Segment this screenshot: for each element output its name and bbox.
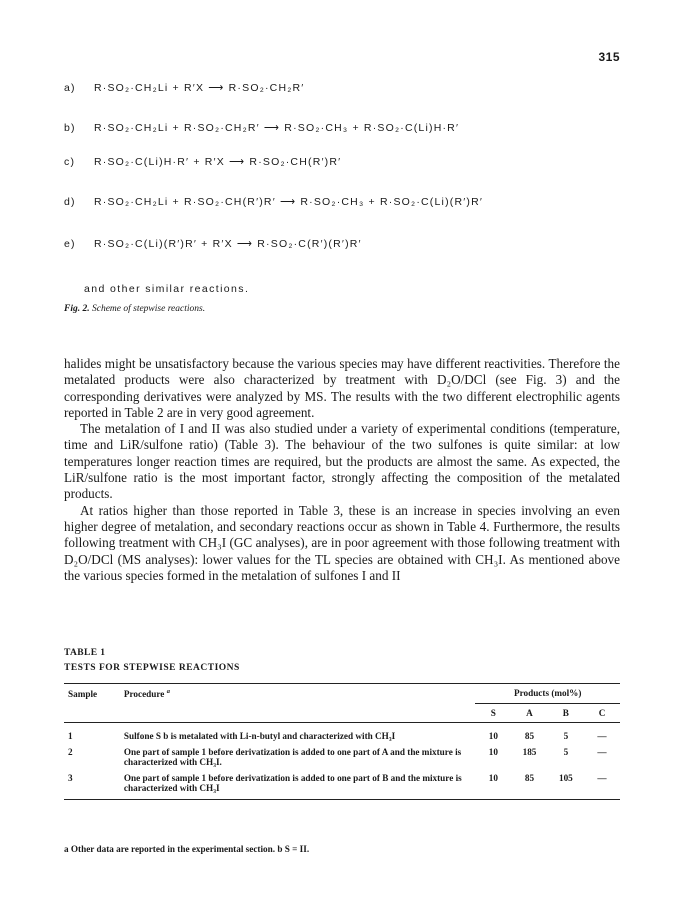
- figure-label: Fig. 2.: [64, 304, 90, 314]
- table-subheader-row: [64, 703, 620, 722]
- header-col-s: S: [475, 703, 511, 722]
- cell-s: 10: [488, 772, 498, 783]
- cell-a: 85: [524, 730, 535, 741]
- header-col-b: B: [548, 703, 584, 722]
- cell-s: 10: [488, 746, 498, 757]
- header-col-a: A: [511, 703, 547, 722]
- cell-procedure: Sulfone S b is metalated with Li-n-butyl and characterized with CH₃I: [123, 730, 396, 741]
- cell-c: —: [597, 746, 607, 757]
- table-row: [64, 744, 620, 770]
- reaction-label: d): [64, 196, 76, 208]
- header-procedure: Procedure $^a$: [123, 688, 170, 700]
- cell-s: 10: [488, 730, 498, 741]
- reaction-label: e): [64, 238, 76, 250]
- paragraph: At ratios higher than those reported in Table 3, these is an increase in species involving an even higher degree of metalation, and secondary reactions occur as shown in Table 4. Furthermore, the results following treatment with CH₃I (GC analyses), are in poor agreement with those following treatment with D₂O/DCl (MS analyses): lower values for the TL species are obtained with CH₃I. As mentioned above the various species formed in the metalation of sulfones I and II: [64, 502, 620, 583]
- cell-a: 185: [522, 746, 537, 757]
- cell-c: —: [597, 772, 607, 783]
- cell-sample: 1: [68, 730, 73, 741]
- cell-b: 5: [563, 730, 569, 741]
- table-footnote: a Other data are reported in the experimental section. b S = II.: [64, 844, 310, 854]
- scheme-note: and other similar reactions.: [84, 283, 250, 295]
- figure-caption: [64, 304, 205, 314]
- cell-procedure: One part of sample 1 before derivatization is added to one part of B and the mixture is characterized with CH₃I: [123, 772, 462, 793]
- reaction-equation: R·SO₂·C(Li)(R′)R′ + R′X ⟶ R·SO₂·C(R′)(R′)R′: [94, 238, 362, 250]
- cell-c: —: [597, 730, 607, 741]
- header-col-c: C: [584, 703, 620, 722]
- figure-caption-text: Scheme of stepwise reactions.: [91, 304, 206, 314]
- table-label: TABLE 1: [64, 648, 106, 658]
- cell-a: 85: [524, 772, 535, 783]
- table-row: [64, 722, 620, 744]
- reaction-equation: R·SO₂·CH₂Li + R·SO₂·CH(R′)R′ ⟶ R·SO₂·CH₃ + R·SO₂·C(Li)(R′)R′: [94, 196, 484, 208]
- table-header-row: [64, 684, 620, 704]
- reaction-label: b): [64, 122, 76, 134]
- table-title: TESTS FOR STEPWISE REACTIONS: [64, 663, 240, 673]
- reaction-equation: R·SO₂·CH₂Li + R·SO₂·CH₂R′ ⟶ R·SO₂·CH₃ + R·SO₂·C(Li)H·R′: [94, 122, 460, 134]
- reaction-equation: R·SO₂·C(Li)H·R′ + R′X ⟶ R·SO₂·CH(R′)R′: [94, 156, 342, 168]
- reaction-label: c): [64, 156, 76, 168]
- cell-b: 5: [563, 746, 569, 757]
- footnote-marker: a: [166, 688, 170, 695]
- results-table: [64, 683, 620, 800]
- cell-sample: 3: [68, 772, 73, 783]
- cell-procedure: One part of sample 1 before derivatization is added to one part of A and the mixture is characterized with CH₃I.: [123, 746, 462, 767]
- cell-sample: 2: [68, 746, 73, 757]
- header-sample: Sample: [68, 688, 98, 699]
- reaction-equation: R·SO₂·CH₂Li + R′X ⟶ R·SO₂·CH₂R′: [94, 82, 305, 94]
- reaction-label: a): [64, 82, 76, 94]
- cell-b: 105: [558, 772, 573, 783]
- table-row: [64, 770, 620, 800]
- header-products: Products (mol%): [513, 688, 582, 699]
- paragraph: The metalation of I and II was also studied under a variety of experimental conditions (temperature, time and LiR/sulfone ratio) (Table 3). The behaviour of the two sulfones is quite similar: at low temperatures longer reaction times are required, but the products are almost the same. As expected, the LiR/sulfone ratio is the most important factor, strongly affecting the composition of the metalated products.: [64, 421, 620, 502]
- paragraph: halides might be unsatisfactory because the various species may have different reactivities. Therefore the metalated products were also characterized by treatment with D₂O/DCl (see Fig. 3) and the corresponding derivatives were analyzed by MS. The results with the two different electrophilic agents reported in Table 2 are in very good agreement.: [64, 356, 620, 420]
- body-text: [64, 356, 620, 584]
- page-number: 315: [598, 50, 620, 64]
